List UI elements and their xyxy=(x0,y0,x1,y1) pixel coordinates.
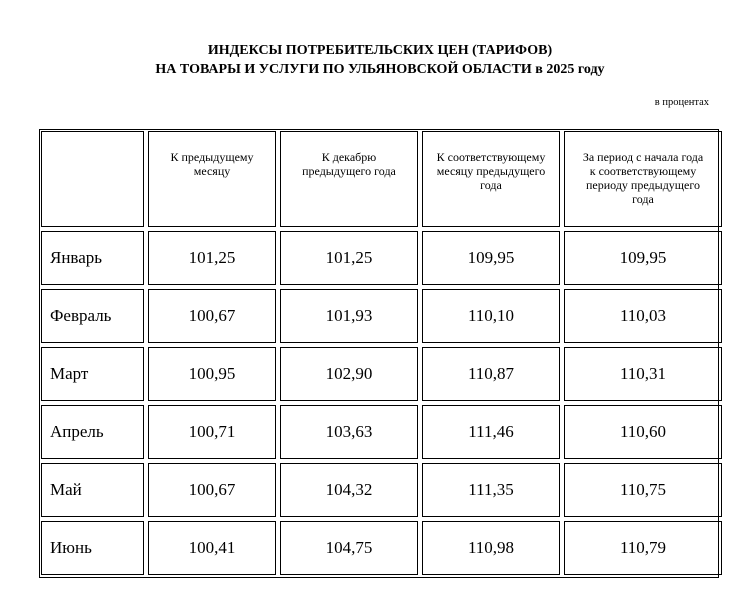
month-cell: Июнь xyxy=(41,521,144,575)
month-cell: Май xyxy=(41,463,144,517)
value-cell-ytd: 110,31 xyxy=(564,347,722,401)
value-cell-ytd: 110,75 xyxy=(564,463,722,517)
header-cell-ytd: За период с начала года к соответствующему периоду предыдущего года xyxy=(564,131,722,227)
header-cell-empty xyxy=(41,131,144,227)
value-cell-same-month-prev-year: 109,95 xyxy=(422,231,560,285)
header-cell-same-month-prev-year: К соответствующему месяцу предыдущего года xyxy=(422,131,560,227)
value-cell-prev-month: 100,67 xyxy=(148,289,276,343)
header-cell-prev-month: К предыдущему месяцу xyxy=(148,131,276,227)
value-cell-ytd: 110,79 xyxy=(564,521,722,575)
value-cell-dec-prev-year: 101,93 xyxy=(280,289,418,343)
value-cell-dec-prev-year: 104,75 xyxy=(280,521,418,575)
value-cell-same-month-prev-year: 111,46 xyxy=(422,405,560,459)
month-cell: Январь xyxy=(41,231,144,285)
value-cell-prev-month: 100,95 xyxy=(148,347,276,401)
value-cell-ytd: 110,60 xyxy=(564,405,722,459)
value-cell-same-month-prev-year: 110,98 xyxy=(422,521,560,575)
page-title-line-1: ИНДЕКСЫ ПОТРЕБИТЕЛЬСКИХ ЦЕН (ТАРИФОВ) xyxy=(207,43,553,58)
value-cell-dec-prev-year: 102,90 xyxy=(280,347,418,401)
value-cell-prev-month: 100,67 xyxy=(148,463,276,517)
table-row xyxy=(41,347,722,401)
units-note: в процентах xyxy=(654,97,709,108)
cpi-table xyxy=(37,127,726,579)
month-cell: Февраль xyxy=(41,289,144,343)
value-cell-dec-prev-year: 101,25 xyxy=(280,231,418,285)
table-row xyxy=(41,231,722,285)
value-cell-dec-prev-year: 104,32 xyxy=(280,463,418,517)
table-row xyxy=(41,289,722,343)
value-cell-prev-month: 101,25 xyxy=(148,231,276,285)
value-cell-same-month-prev-year: 110,10 xyxy=(422,289,560,343)
value-cell-same-month-prev-year: 110,87 xyxy=(422,347,560,401)
value-cell-prev-month: 100,71 xyxy=(148,405,276,459)
value-cell-prev-month: 100,41 xyxy=(148,521,276,575)
month-cell: Март xyxy=(41,347,144,401)
value-cell-same-month-prev-year: 111,35 xyxy=(422,463,560,517)
month-cell: Апрель xyxy=(41,405,144,459)
header-cell-dec-prev-year: К декабрю предыдущего года xyxy=(280,131,418,227)
page-title-line-2: НА ТОВАРЫ И УСЛУГИ ПО УЛЬЯНОВСКОЙ ОБЛАСТИ в 2025 году xyxy=(155,62,605,77)
value-cell-ytd: 109,95 xyxy=(564,231,722,285)
table-row xyxy=(41,463,722,517)
table-header-row xyxy=(41,131,722,227)
value-cell-ytd: 110,03 xyxy=(564,289,722,343)
table-row xyxy=(41,405,722,459)
value-cell-dec-prev-year: 103,63 xyxy=(280,405,418,459)
table-row xyxy=(41,521,722,575)
